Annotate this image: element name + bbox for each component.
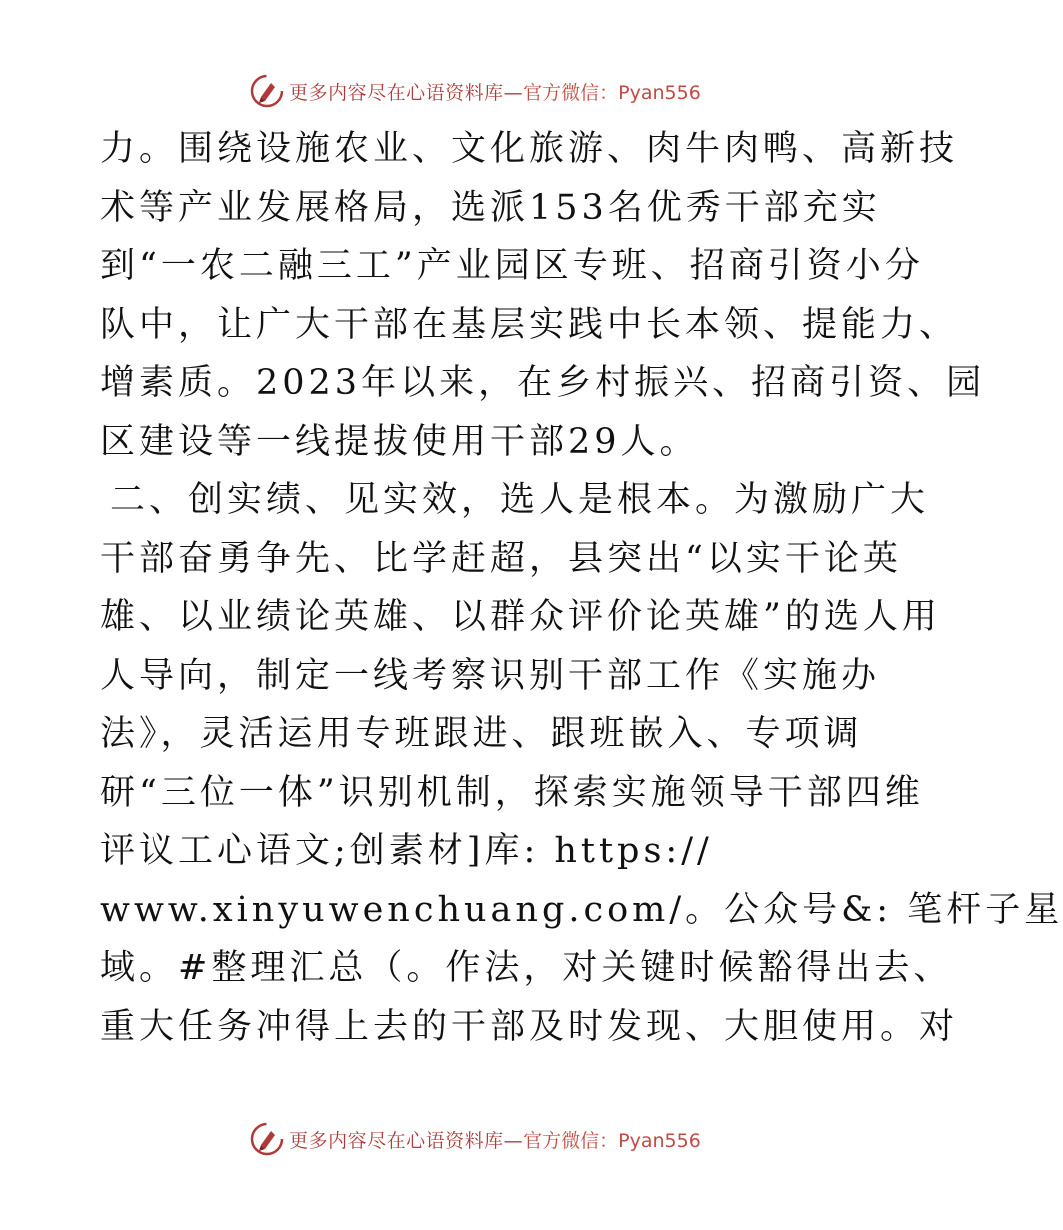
body-line: 到“一农二融三工”产业园区专班、招商引资小分	[100, 246, 924, 286]
pen-nib-logo-icon	[249, 1121, 285, 1157]
footer-wechat-text: 官方微信：Pyan556	[523, 1129, 701, 1152]
header-banner	[0, 71, 950, 111]
body-line: www.xinyuwenchuang.com/。公众号&: 笔杆子星	[100, 889, 1063, 930]
body-line: 重大任务冲得上去的干部及时发现、大胆使用。对	[100, 1006, 959, 1047]
section-heading-line: 二、创实绩、见实效，选人是根本。为激励广大	[110, 480, 930, 520]
body-line: 干部奋勇争先、比学赶超，县突出“以实干论英	[100, 538, 902, 579]
body-line: 域。#整理汇总（。作法，对关键时候豁得出去、	[100, 948, 953, 988]
body-line: 评议工心语文;创素材]库: https://	[100, 831, 713, 871]
body-line: 人导向，制定一线考察识别干部工作《实施办	[100, 655, 881, 696]
footer-banner	[0, 1119, 950, 1159]
header-wechat-text: 官方微信：Pyan556	[523, 81, 701, 104]
body-line: 区建设等一线提拔使用干部29人。	[100, 421, 699, 462]
footer-brand-text: 更多内容尽在心语资料库—	[289, 1129, 524, 1152]
body-line: 研“三位一体”识别机制，探索实施领导干部四维	[100, 772, 924, 813]
body-line: 队中，让广大干部在基层实践中长本领、提能力、	[100, 304, 959, 345]
body-line: 雄、以业绩论英雄、以群众评价论英雄”的选人用	[100, 597, 941, 637]
pen-nib-logo-icon	[249, 73, 285, 109]
document-body	[100, 120, 1063, 1056]
header-brand-text: 更多内容尽在心语资料库—	[289, 81, 524, 104]
body-line: 法》，灵活运用专班跟进、跟班嵌入、专项调	[100, 714, 863, 754]
body-line: 力。围绕设施农业、文化旅游、肉牛肉鸭、高新技	[100, 129, 959, 169]
body-line: 术等产业发展格局，选派153名优秀干部充实	[100, 187, 881, 228]
body-line: 增素质。2023年以来，在乡村振兴、招商引资、园	[100, 363, 986, 403]
